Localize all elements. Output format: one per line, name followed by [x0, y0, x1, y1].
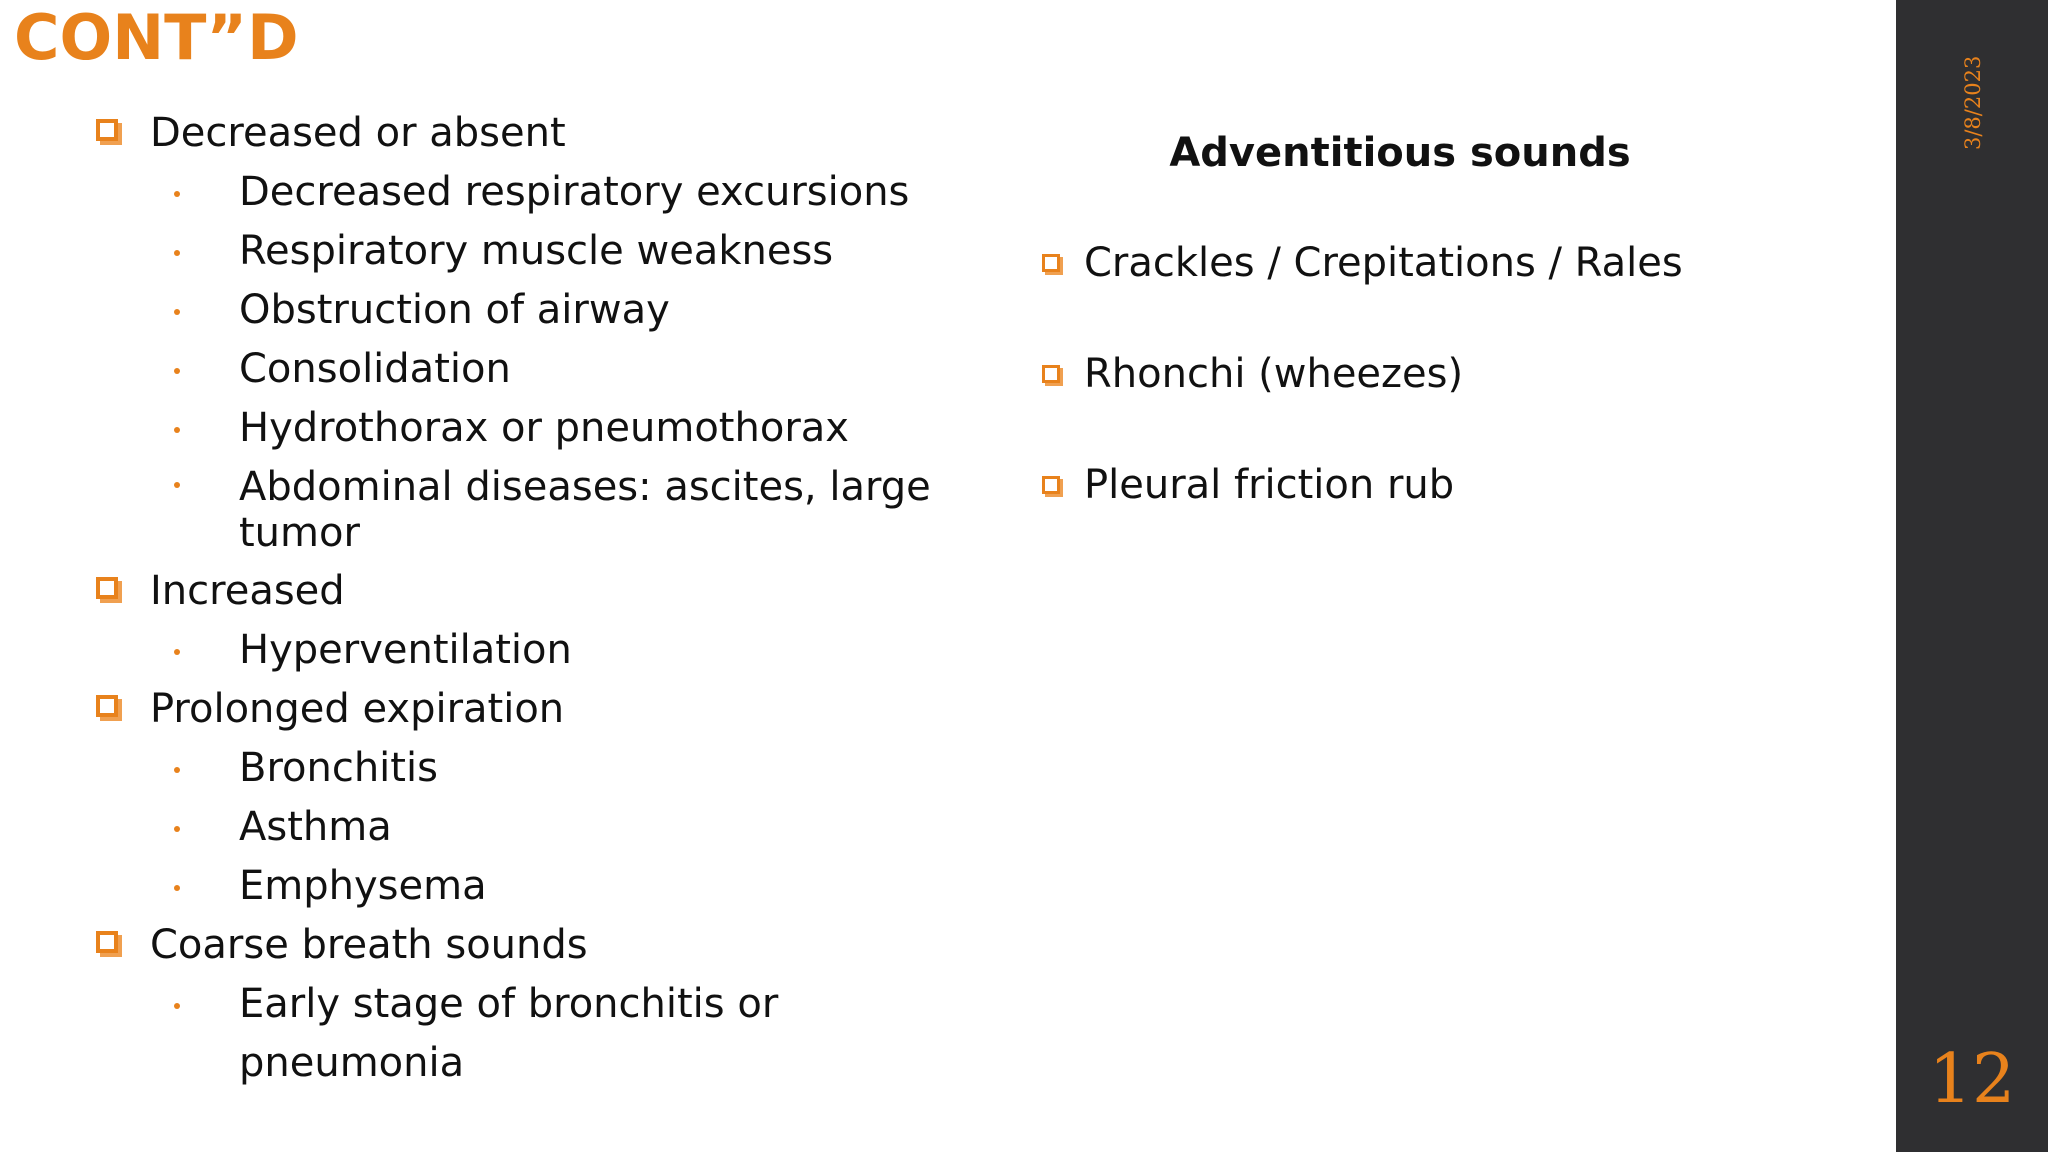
list-item-text: Crackles / Crepitations / Rales [1084, 240, 1683, 286]
sub-list-item-text: Obstruction of airway [239, 287, 670, 333]
sub-list-item-text: Hydrothorax or pneumothorax [239, 405, 849, 451]
hollow-square-bullet-icon [1042, 365, 1060, 383]
hollow-square-bullet-icon [96, 119, 118, 141]
sub-list-item-text: Respiratory muscle weakness [239, 228, 834, 274]
list-item-text: Coarse breath sounds [150, 922, 588, 968]
right-panel [1040, 124, 1860, 514]
sub-list-item [94, 399, 994, 458]
list-item-text: Increased [150, 568, 345, 614]
dot-bullet-icon [174, 368, 180, 374]
slide-title: CONT”D [14, 1, 299, 74]
sub-list-item-text: Asthma [239, 804, 392, 850]
hollow-square-bullet-icon [96, 577, 118, 599]
dot-bullet-icon [174, 826, 180, 832]
list-item [94, 916, 994, 975]
sub-list-item [94, 281, 994, 340]
list-item-text: Prolonged expiration [150, 686, 565, 732]
list-item [1040, 456, 1860, 514]
hollow-square-bullet-icon [1042, 254, 1060, 272]
sub-list-item-text: Early stage of bronchitis or pneumonia [239, 981, 779, 1086]
sub-list-item-text: Bronchitis [239, 745, 438, 791]
right-panel-heading: Adventitious sounds [1169, 130, 1631, 176]
sub-list-item [94, 621, 994, 680]
hollow-square-bullet-icon [96, 695, 118, 717]
sub-list-item-text: Emphysema [239, 863, 487, 909]
hollow-square-bullet-icon [96, 931, 118, 953]
dot-bullet-icon [174, 309, 180, 315]
page-number: 12 [1928, 1040, 2016, 1119]
dot-bullet-icon [174, 250, 180, 256]
sub-list-item [94, 857, 994, 916]
list-item [1040, 234, 1860, 292]
dot-bullet-icon [174, 767, 180, 773]
sub-list-item-text: Hyperventilation [239, 627, 572, 673]
sub-list-item [94, 163, 994, 222]
dot-bullet-icon [174, 1003, 180, 1009]
hollow-square-bullet-icon [1042, 476, 1060, 494]
sub-list-item [94, 458, 939, 562]
list-item [94, 104, 994, 163]
dot-bullet-icon [174, 482, 180, 488]
list-item [94, 562, 994, 621]
sub-list-item [94, 798, 994, 857]
dot-bullet-icon [174, 885, 180, 891]
dot-bullet-icon [174, 427, 180, 433]
list-item [1040, 345, 1860, 403]
list-item [94, 680, 994, 739]
list-item-text: Rhonchi (wheezes) [1084, 351, 1464, 397]
slide-date: 3/8/2023 [1961, 55, 1985, 150]
left-bullet-list [94, 104, 994, 1093]
sub-list-item [94, 222, 994, 281]
list-item-text: Decreased or absent [150, 110, 566, 156]
dot-bullet-icon [174, 649, 180, 655]
sub-list-item [94, 739, 994, 798]
sub-list-item-text: Abdominal diseases: ascites, large tumor [239, 464, 931, 556]
sub-list-item [94, 340, 994, 399]
dot-bullet-icon [174, 191, 180, 197]
sub-list-item-text: Consolidation [239, 346, 511, 392]
sub-list-item [94, 975, 994, 1093]
sidebar-panel [1896, 0, 2048, 1152]
list-item-text: Pleural friction rub [1084, 462, 1455, 508]
sub-list-item-text: Decreased respiratory excursions [239, 169, 910, 215]
